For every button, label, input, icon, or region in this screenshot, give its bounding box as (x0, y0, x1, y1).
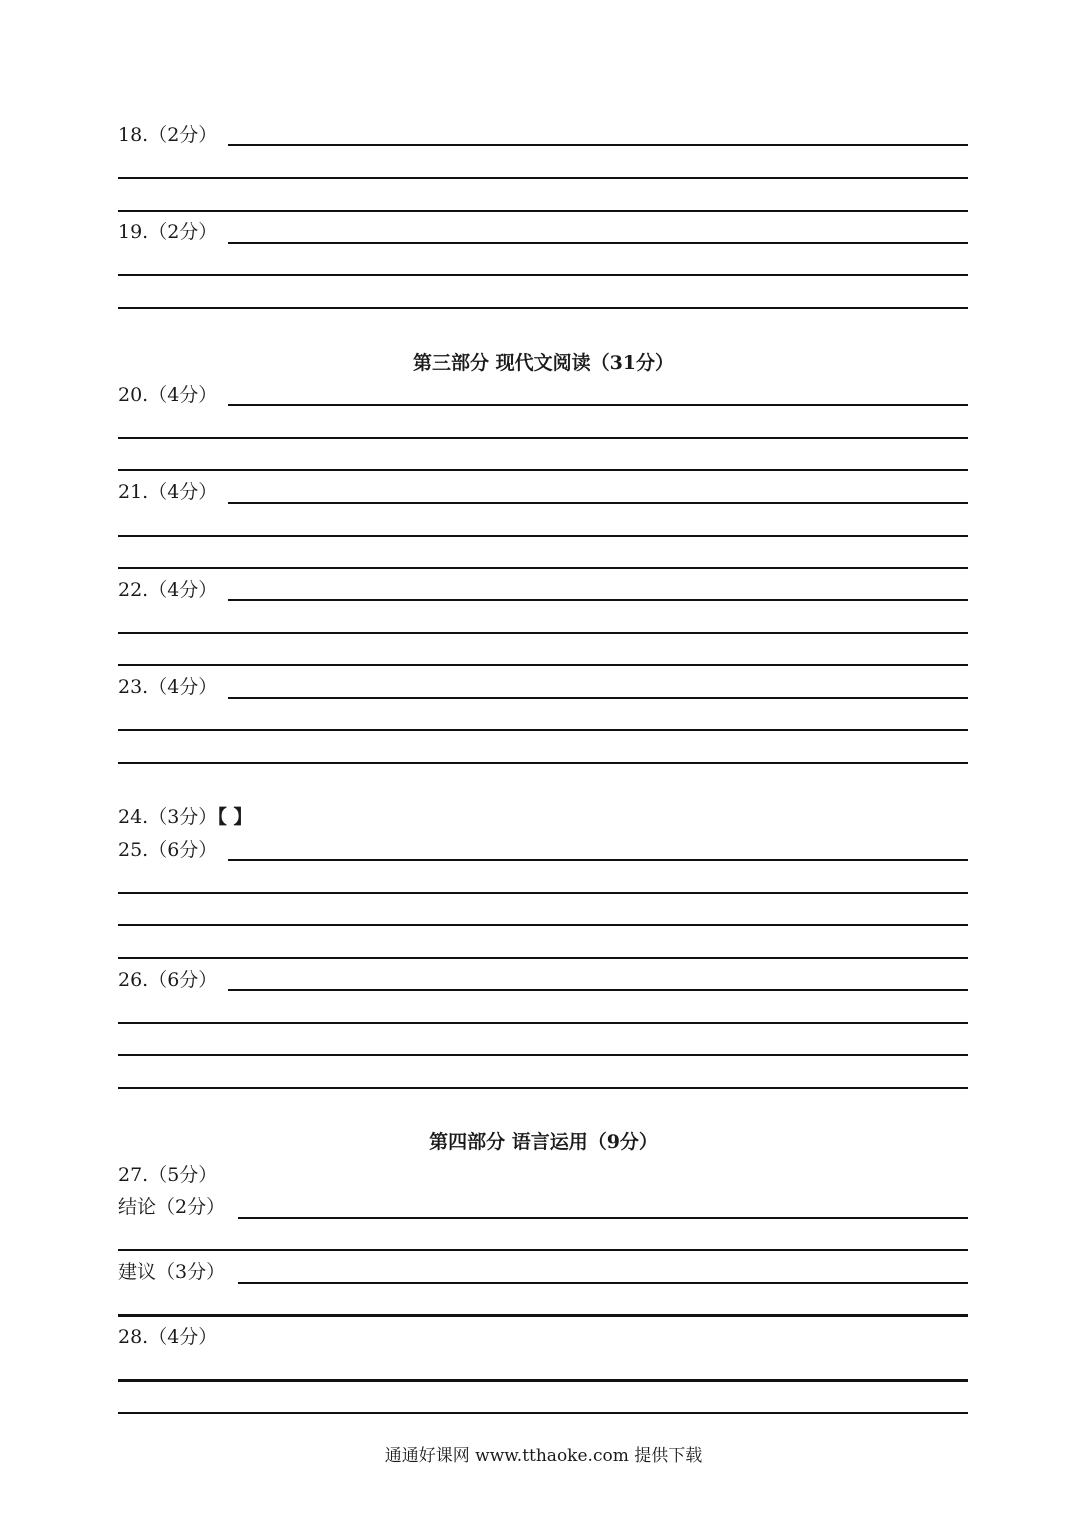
section-heading-part4: 第四部分 语言运用（9分） (429, 1131, 658, 1153)
answer-line[interactable] (118, 1412, 968, 1414)
answer-line[interactable] (228, 989, 968, 991)
question-25-label: 25.（6分） (118, 839, 218, 861)
question-26-label: 26.（6分） (118, 969, 218, 991)
answer-line[interactable] (118, 632, 968, 634)
question-18-label: 18.（2分） (118, 124, 218, 146)
answer-line[interactable] (118, 1249, 968, 1251)
question-22-label: 22.（4分） (118, 579, 218, 601)
answer-line[interactable] (118, 1022, 968, 1024)
answer-line[interactable] (228, 599, 968, 601)
answer-line[interactable] (118, 210, 968, 212)
suggestion-label: 建议（3分） (118, 1261, 226, 1283)
footer-text: 通通好课网 www.tthaoke.com 提供下载 (384, 1446, 703, 1466)
choice-bracket[interactable]: 【 】 (217, 806, 253, 828)
answer-line[interactable] (118, 1314, 968, 1317)
answer-line[interactable] (118, 177, 968, 179)
answer-line[interactable] (118, 762, 968, 764)
answer-line[interactable] (118, 924, 968, 926)
question-24-label: 24.（3分） (118, 806, 218, 828)
question-21-label: 21.（4分） (118, 481, 218, 503)
answer-line[interactable] (118, 892, 968, 894)
answer-line[interactable] (118, 664, 968, 666)
answer-line[interactable] (118, 274, 968, 276)
answer-line[interactable] (118, 729, 968, 731)
answer-line[interactable] (228, 242, 968, 244)
answer-line[interactable] (118, 1054, 968, 1056)
section-heading-part3: 第三部分 现代文阅读（31分） (412, 352, 675, 374)
answer-line[interactable] (118, 1379, 968, 1382)
question-23-label: 23.（4分） (118, 676, 218, 698)
question-19-label: 19.（2分） (118, 221, 218, 243)
answer-line[interactable] (228, 859, 968, 861)
answer-line[interactable] (238, 1282, 968, 1284)
answer-line[interactable] (238, 1217, 968, 1219)
answer-line[interactable] (118, 535, 968, 537)
answer-line[interactable] (118, 957, 968, 959)
question-24-row (118, 806, 252, 828)
answer-line[interactable] (118, 567, 968, 569)
answer-line[interactable] (228, 697, 968, 699)
answer-line[interactable] (118, 1087, 968, 1089)
question-27-label: 27.（5分） (118, 1164, 218, 1186)
answer-line[interactable] (228, 502, 968, 504)
conclusion-label: 结论（2分） (118, 1196, 226, 1218)
answer-line[interactable] (118, 437, 968, 439)
answer-line[interactable] (118, 307, 968, 309)
answer-line[interactable] (228, 144, 968, 146)
question-20-label: 20.（4分） (118, 384, 218, 406)
answer-line[interactable] (118, 469, 968, 471)
question-28-label: 28.（4分） (118, 1326, 218, 1348)
answer-line[interactable] (228, 404, 968, 406)
